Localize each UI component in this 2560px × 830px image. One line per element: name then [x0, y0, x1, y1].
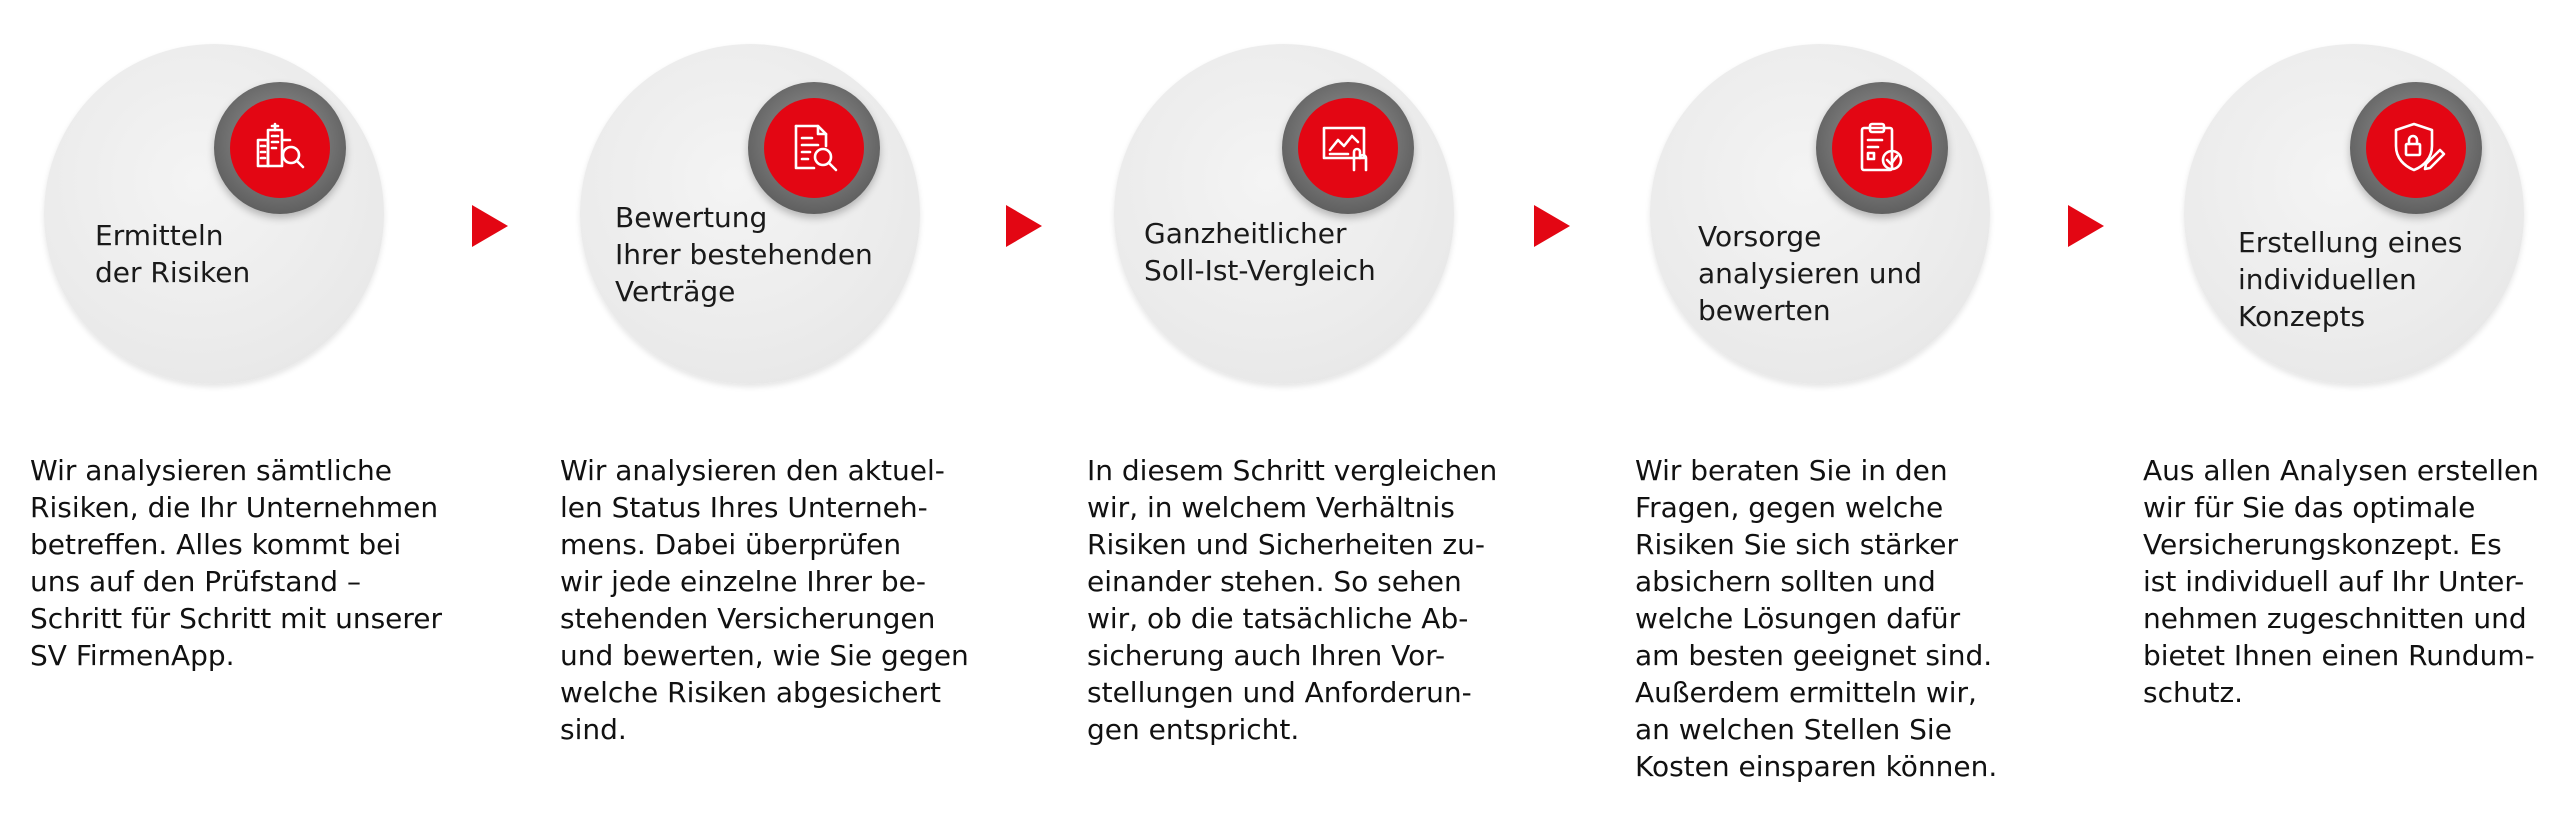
step-1	[0, 0, 443, 830]
shield-pen-icon	[2386, 118, 2446, 178]
step-5-description: Aus allen Analysen erstellen wir für Sie das optimale Versicherungskonzept. Es ist individuell auf Ihr Unter- nehmen zugeschnitten und bietet Ihnen einen Rundum- schutz.	[2143, 454, 2539, 709]
step-3-badge	[1282, 82, 1414, 214]
step-2	[530, 0, 970, 830]
step-5-badge	[2350, 82, 2482, 214]
arrow-2	[1006, 205, 1042, 247]
step-4-badge	[1816, 82, 1948, 214]
building-search-icon	[250, 118, 310, 178]
step-2-badge	[748, 82, 880, 214]
step-3-description: In diesem Schritt vergleichen wir, in welchem Verhältnis Risiken und Sicherheiten zu- einander stehen. So sehen wir, ob die tatsächliche Ab- sicherung auch Ihren Vor- stellungen und Anforderun- gen entspricht.	[1087, 454, 1498, 746]
step-3	[1058, 0, 1498, 830]
step-3-title: Ganzheitlicher Soll-Ist-Vergleich	[1144, 217, 1376, 287]
touch-chart-icon	[1318, 118, 1378, 178]
step-2-title: Bewertung Ihrer bestehenden Verträge	[615, 201, 873, 308]
step-1-description: Wir analysieren sämtliche Risiken, die Ihr Unternehmen betreffen. Alles kommt bei uns auf den Prüfstand – Schritt für Schritt mit unserer SV FirmenApp.	[30, 454, 443, 672]
step-4-description: Wir beraten Sie in den Fragen, gegen welche Risiken Sie sich stärker absichern sollten und welche Lösungen dafür am besten geeignet sind. Außerdem ermitteln wir, an welchen Stellen Sie Kosten einsparen können.	[1635, 454, 1998, 783]
step-1-badge	[214, 82, 346, 214]
step-3-circle	[1114, 44, 1454, 384]
step-4-circle	[1650, 44, 1990, 384]
step-5-title: Erstellung eines individuellen Konzepts	[2238, 226, 2463, 333]
arrow-3	[1534, 205, 1570, 247]
step-1-title: Ermitteln der Risiken	[95, 219, 251, 289]
step-4-title: Vorsorge analysieren und bewerten	[1698, 220, 1923, 327]
step-1-circle	[44, 44, 384, 384]
step-5	[2120, 0, 2560, 830]
arrow-4	[2068, 205, 2104, 247]
arrow-1	[472, 205, 508, 247]
step-2-description: Wir analysieren den aktuel- len Status Ihres Unterneh- mens. Dabei überprüfen wir jede einzelne Ihrer be- stehenden Versicherungen und bewerten, wie Sie gegen welche Risiken abgesichert sind.	[560, 454, 969, 746]
document-search-icon	[784, 118, 844, 178]
step-4	[1590, 0, 2030, 830]
clipboard-check-icon	[1852, 118, 1912, 178]
